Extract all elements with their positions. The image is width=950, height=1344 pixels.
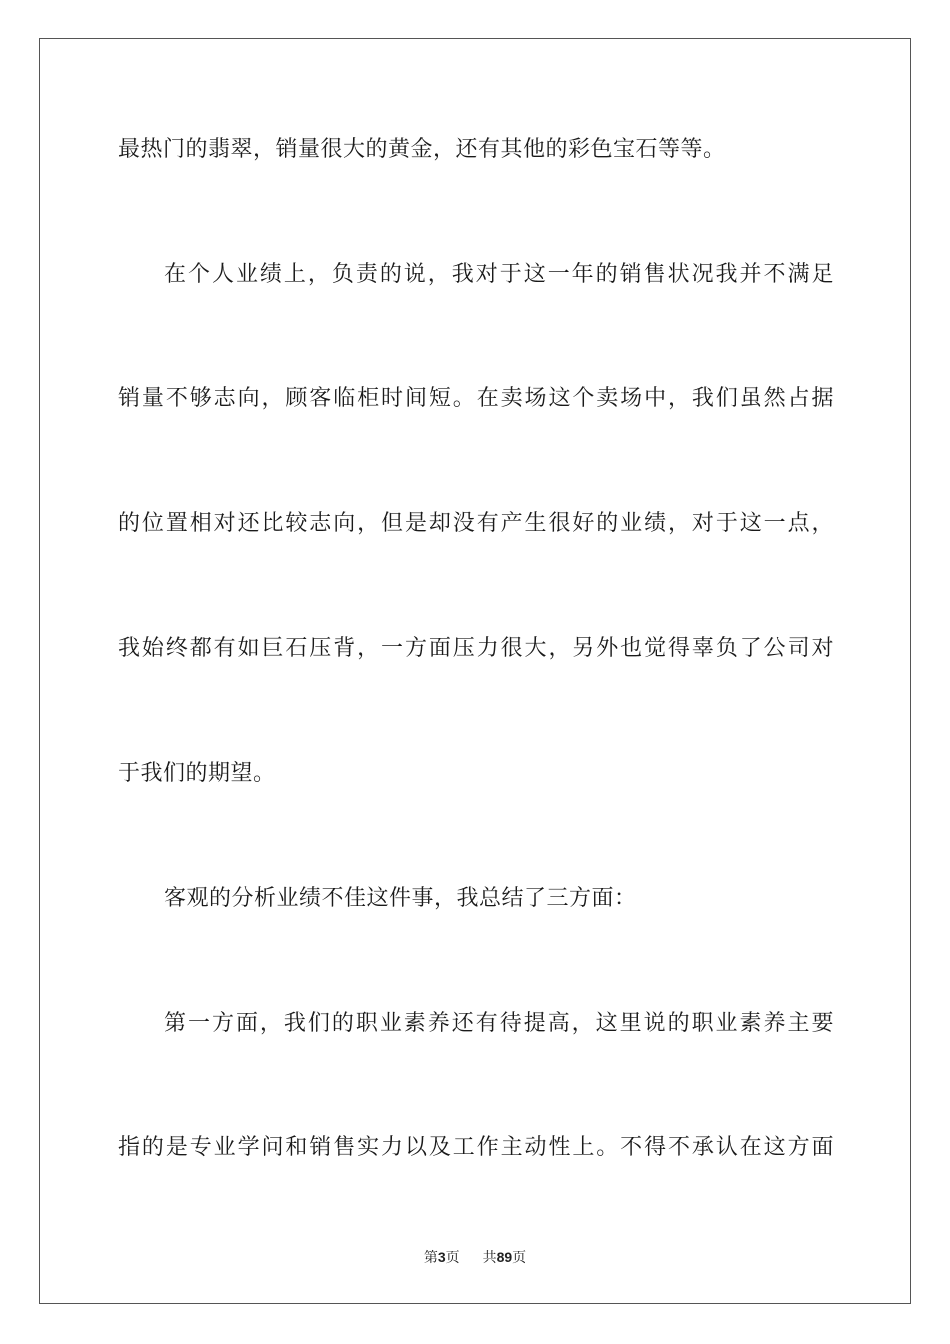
text-line-4: 的位置相对还比较志向，但是却没有产生很好的业绩，对于这一点， [118, 511, 834, 536]
page-prefix: 第 [423, 1250, 438, 1266]
text-line-1: 最热门的翡翠，销量很大的黄金，还有其他的彩色宝石等等。 [118, 137, 726, 162]
text-line-6: 于我们的期望。 [118, 761, 276, 786]
text-line-9: 指的是专业学问和销售实力以及工作主动性上。不得不承认在这方面 [118, 1135, 834, 1160]
total-pages-label [483, 1250, 527, 1266]
page-suffix: 页 [445, 1250, 460, 1266]
total-prefix: 共 [482, 1250, 497, 1266]
text-line-2: 在个人业绩上，负责的说，我对于这一年的销售状况我并不满足 [164, 262, 834, 287]
text-line-8: 第一方面，我们的职业素养还有待提高，这里说的职业素养主要 [164, 1011, 834, 1036]
text-line-5: 我始终都有如巨石压背，一方面压力很大，另外也觉得辜负了公司对 [118, 636, 834, 661]
page-footer [0, 1248, 950, 1267]
total-suffix: 页 [512, 1250, 527, 1266]
page-number-label [424, 1250, 464, 1266]
total-pages-number: 89 [496, 1249, 513, 1265]
current-page-number: 3 [437, 1249, 446, 1265]
text-line-7: 客观的分析业绩不佳这件事，我总结了三方面： [164, 886, 637, 911]
text-line-3: 销量不够志向，顾客临柜时间短。在卖场这个卖场中，我们虽然占据 [118, 386, 834, 411]
page-frame [39, 38, 911, 1304]
